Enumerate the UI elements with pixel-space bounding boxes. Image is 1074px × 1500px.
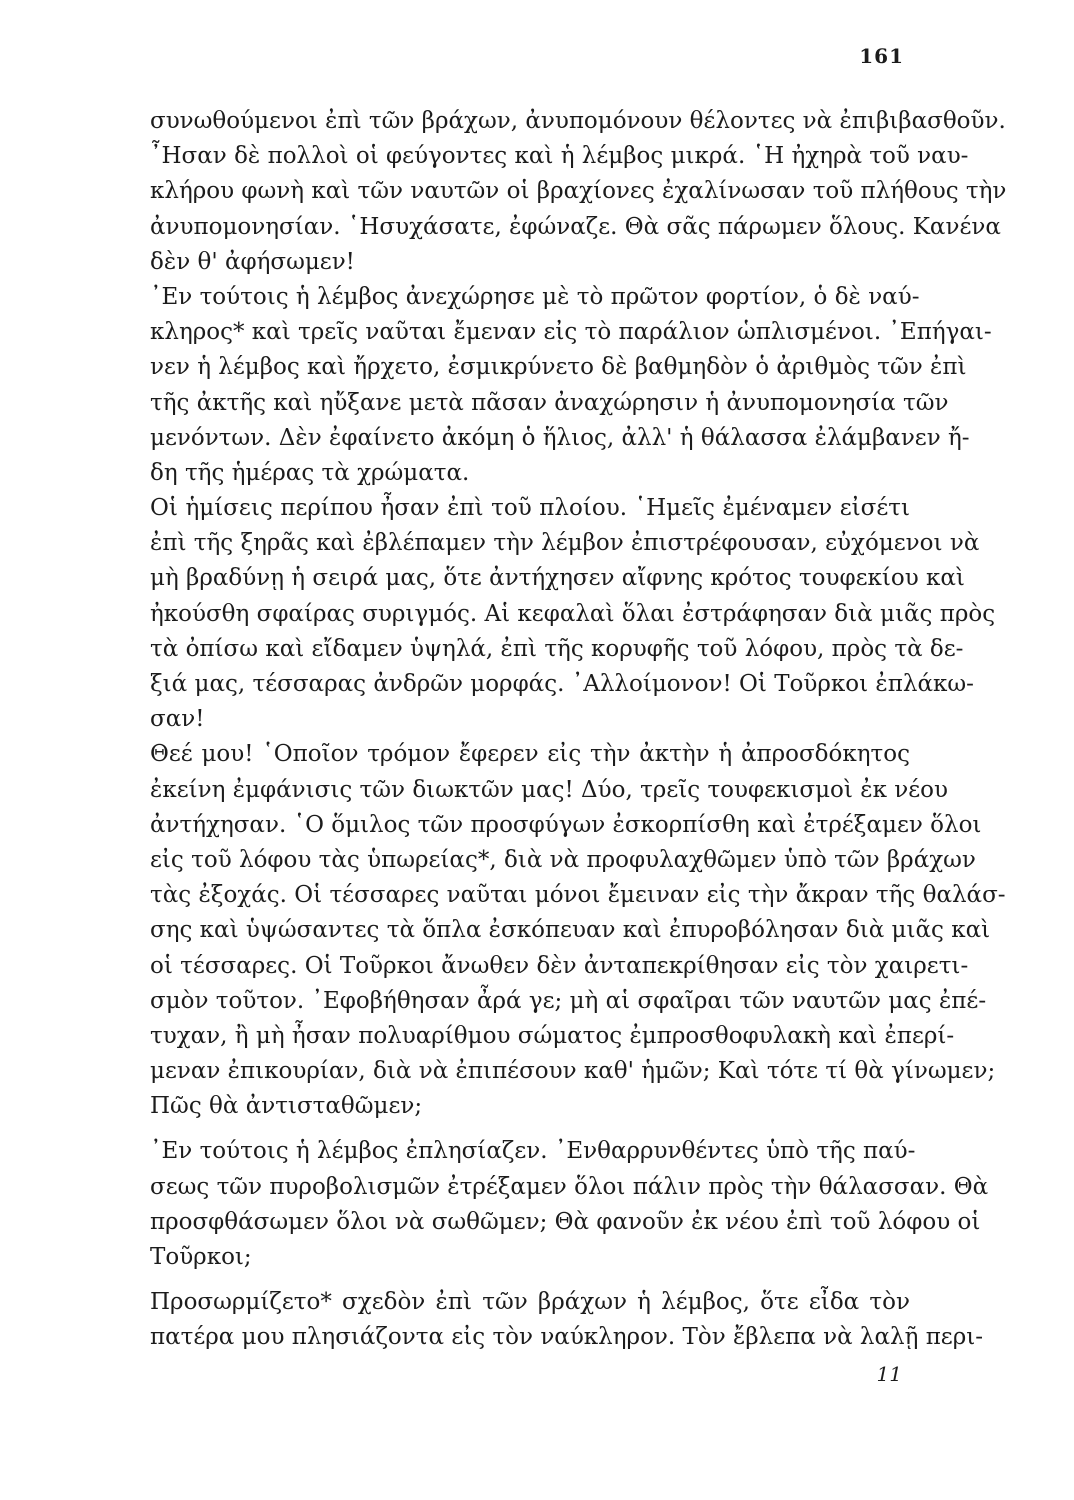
text-line: δὲν θ' ἀφήσωμεν!: [150, 248, 355, 275]
text-line: τὰ ὀπίσω καὶ εἴδαμεν ὑψηλά, ἐπὶ τῆς κορυφῆς τοῦ λόφου, πρὸς τὰ δε-: [150, 635, 964, 662]
text-line: τυχαν, ἢ μὴ ἦσαν πολυαρίθμου σώματος ἐμπροσθοφυλακὴ καὶ ἐπερί-: [150, 1022, 955, 1049]
text-line: μεναν ἐπικουρίαν, διὰ νὰ ἐπιπέσουν καθ' ἡμῶν; Καὶ τότε τί θὰ γίνωμεν;: [150, 1058, 996, 1085]
text-line: νεν ἡ λέμβος καὶ ἤρχετο, ἐσμικρύνετο δὲ βαθμηδὸν ὁ ἀριθμὸς τῶν ἐπὶ: [150, 354, 967, 381]
paragraph: [150, 491, 996, 737]
text-line: Τοῦρκοι;: [150, 1244, 252, 1270]
text-line: συνωθούμενοι ἐπὶ τῶν βράχων, ἀνυπομόνουν θέλοντες νὰ ἐπιβιβασθοῦν.: [150, 108, 1006, 134]
text-line: Οἱ ἡμίσεις περίπου ἦσαν ἐπὶ τοῦ πλοίου. ῾Ημεῖς ἐμέναμεν εἰσέτι: [150, 495, 910, 522]
text-line: τὰς ἐξοχάς. Οἱ τέσσαρες ναῦται μόνοι ἔμειναν εἰς τὴν ἄκραν τῆς θαλάσ-: [150, 882, 1006, 909]
text-line: ῏Ησαν δὲ πολλοὶ οἱ φεύγοντες καὶ ἡ λέμβος μικρά. ῾Η ἠχηρὰ τοῦ ναυ-: [150, 143, 969, 170]
paragraph: [150, 104, 1007, 280]
text-line: ξιά μας, τέσσαρας ἀνδρῶν μορφάς. ᾿Αλλοίμονον! Οἱ Τοῦρκοι ἐπλάκω-: [150, 671, 974, 697]
paragraph-gap: [150, 1124, 910, 1134]
text-line: κληρος* καὶ τρεῖς ναῦται ἔμεναν εἰς τὸ παράλιον ὡπλισμένοι. ᾿Επήγαι-: [150, 319, 992, 346]
text-line: ἠκούσθη σφαίρας συριγμός. Αἱ κεφαλαὶ ὅλαι ἐστράφησαν διὰ μιᾶς πρὸς: [150, 600, 996, 627]
paragraph: [150, 1134, 989, 1275]
text-line: πατέρα μου πλησιάζοντα εἰς τὸν ναύκληρον. Τὸν ἔβλεπα νὰ λαλῇ περι-: [150, 1324, 984, 1351]
text-line: ἀνυπομονησίαν. ῾Ησυχάσατε, ἐφώναζε. Θὰ σᾶς πάρωμεν ὅλους. Κανένα: [150, 213, 1001, 240]
text-line: ἀντήχησαν. ῾Ο ὅμιλος τῶν προσφύγων ἐσκορπίσθη καὶ ἐτρέξαμεν ὅλοι: [150, 811, 982, 838]
paragraph-gap: [150, 1275, 910, 1285]
text-line: τῆς ἀκτῆς καὶ ηὔξανε μετὰ πᾶσαν ἀναχώρησιν ἡ ἀνυπομονησία τῶν: [150, 389, 949, 416]
text-line: σεως τῶν πυροβολισμῶν ἐτρέξαμεν ὅλοι πάλιν πρὸς τὴν θάλασσαν. Θὰ: [150, 1173, 989, 1200]
page-body: [150, 104, 1007, 1356]
text-line: δη τῆς ἡμέρας τὰ χρώματα.: [150, 459, 470, 486]
text-line: προσφθάσωμεν ὅλοι νὰ σωθῶμεν; Θὰ φανοῦν ἐκ νέου ἐπὶ τοῦ λόφου οἱ: [150, 1208, 981, 1235]
text-line: κλήρου φωνὴ καὶ τῶν ναυτῶν οἱ βραχίονες ἐχαλίνωσαν τοῦ πλήθους τὴν: [150, 178, 1007, 205]
page-number: 161: [859, 44, 904, 68]
text-line: ἐπὶ τῆς ξηρᾶς καὶ ἐβλέπαμεν τὴν λέμβον ἐπιστρέφουσαν, εὐχόμενοι νὰ: [150, 530, 980, 557]
text-line: ᾿Εν τούτοις ἡ λέμβος ἐπλησίαζεν. ᾿Ενθαρρυνθέντες ὑπὸ τῆς παύ-: [150, 1138, 916, 1165]
text-line: ἐκείνη ἐμφάνισις τῶν διωκτῶν μας! Δύο, τρεῖς τουφεκισμοὶ ἐκ νέου: [150, 776, 948, 803]
text-line: εἰς τοῦ λόφου τὰς ὑπωρείας*, διὰ νὰ προφυλαχθῶμεν ὑπὸ τῶν βράχων: [150, 846, 976, 873]
paragraph: [150, 1285, 984, 1355]
text-line: σης καὶ ὑψώσαντες τὰ ὅπλα ἐσκόπευαν καὶ ἐπυροβόλησαν διὰ μιᾶς καὶ: [150, 917, 991, 944]
text-line: Προσωρμίζετο* σχεδὸν ἐπὶ τῶν βράχων ἡ λέμβος, ὅτε εἶδα τὸν: [150, 1289, 910, 1316]
paragraph: [150, 280, 992, 491]
text-line: σμὸν τοῦτον. ᾿Εφοβήθησαν ἆρά γε; μὴ αἱ σφαῖραι τῶν ναυτῶν μας ἐπέ-: [150, 987, 987, 1014]
text-line: Πῶς θὰ ἀντισταθῶμεν;: [150, 1093, 423, 1120]
paragraph: [150, 737, 1006, 1124]
signature-mark: 11: [876, 1362, 902, 1386]
text-line: ᾿Εν τούτοις ἡ λέμβος ἀνεχώρησε μὲ τὸ πρῶτον φορτίον, ὁ δὲ ναύ-: [150, 283, 920, 310]
text-line: οἱ τέσσαρες. Οἱ Τοῦρκοι ἄνωθεν δὲν ἀνταπεκρίθησαν εἰς τὸν χαιρετι-: [150, 952, 969, 979]
text-line: μενόντων. Δὲν ἐφαίνετο ἀκόμη ὁ ἥλιος, ἀλλ' ἡ θάλασσα ἐλάμβανεν ἤ-: [150, 424, 970, 451]
text-line: σαν!: [150, 706, 205, 733]
text-line: μὴ βραδύνῃ ἡ σειρά μας, ὅτε ἀντήχησεν αἴφνης κρότος τουφεκίου καὶ: [150, 565, 965, 592]
text-line: Θεέ μου! ῾Οποῖον τρόμον ἔφερεν εἰς τὴν ἀκτὴν ἡ ἀπροσδόκητος: [150, 741, 910, 768]
